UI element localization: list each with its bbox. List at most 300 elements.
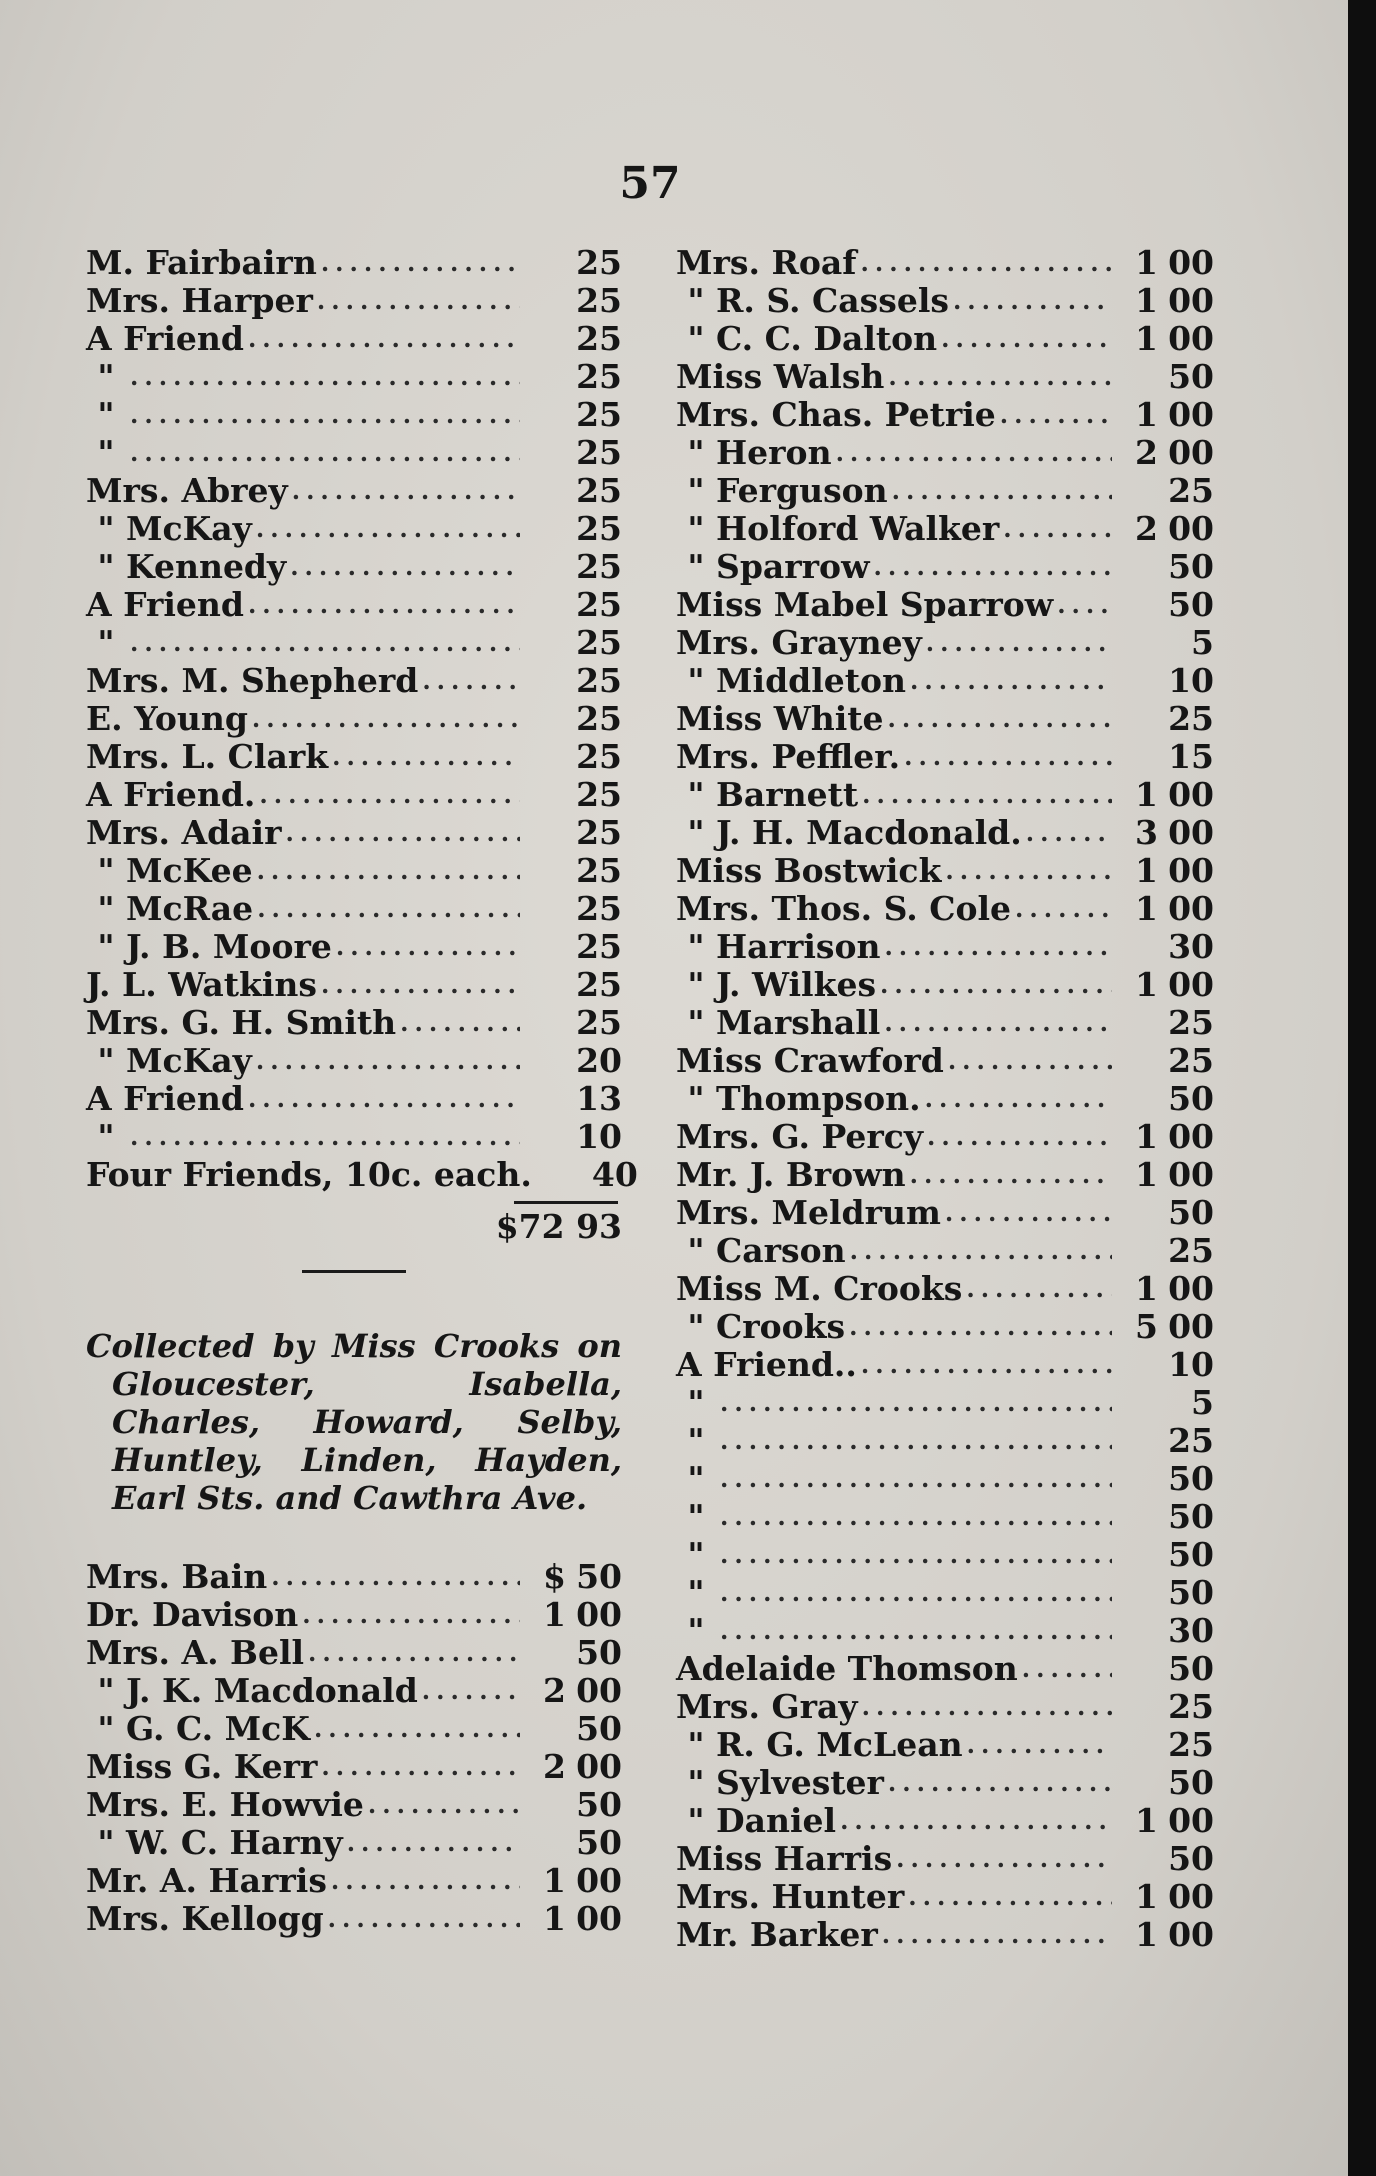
donor-row [676,851,1214,889]
ditto-mark: " [97,508,115,548]
donor-name-text: Mrs. Roaf [676,242,857,282]
ditto-mark: " [687,1724,705,1764]
leader-dots [317,970,520,999]
donor-row [676,889,1214,927]
donor-row [86,585,622,623]
donor-row [676,1459,1214,1497]
donor-name [86,1003,396,1042]
leader-dots [281,818,520,847]
donor-name-text: Miss White [676,698,884,738]
ditto-mark: " [687,1572,705,1612]
donor-name-text: Miss Bostwick [676,850,942,890]
donor-name [676,357,884,396]
amount-dollars: 1 [1135,1268,1158,1308]
donor-name [676,585,1053,624]
donor-name-text: Kennedy [126,546,287,586]
leader-dots [253,856,520,885]
amount-cents: 50 [576,1708,622,1748]
donor-name-text: Holford Walker [716,508,1000,548]
donor-row [676,547,1214,585]
leader-dots [900,742,1112,771]
donor-name [676,1383,716,1422]
donor-row [676,1269,1214,1307]
leader-dots [892,1844,1112,1873]
donor-row [86,1785,622,1823]
donor-name [86,965,317,1004]
donor-name-text: Mrs. Meldrum [676,1192,941,1232]
donor-name-text: Mrs. G. H. Smith [86,1002,397,1042]
leader-dots [716,1388,1112,1417]
amount-cents: 13 [576,1078,622,1118]
donor-name [676,547,869,586]
amount-cents: 25 [576,774,622,814]
page-number: 57 [619,158,681,209]
donor-row [676,661,1214,699]
donor-name [86,661,418,700]
donor-name-text: W. C. Harny [126,1822,343,1862]
amount-cents: 25 [1168,1724,1214,1764]
donor-row [676,737,1214,775]
donor-name [676,813,1022,852]
donor-row [676,357,1214,395]
ditto-mark: " [687,1800,705,1840]
ditto-mark: " [687,1458,705,1498]
leader-dots [244,590,520,619]
donor-name [86,509,252,548]
donor-name-text: Carson [716,1230,846,1270]
amount-cents: 15 [1168,736,1214,776]
donor-row [86,775,622,813]
donor-row [86,281,622,319]
leader-dots [126,1122,520,1151]
ditto-mark: " [687,774,705,814]
left-total: $72 93 [495,1206,622,1246]
donor-name [86,1595,298,1634]
donor-row [676,1839,1214,1877]
amount-dollars: 1 [1135,888,1158,928]
amount-cents: 00 [1168,432,1214,472]
leader-dots [298,1600,520,1629]
leader-dots [858,780,1112,809]
donor-name [86,1041,252,1080]
donor-name-text: Mrs. Hunter [676,1876,905,1916]
amount-cents: 25 [576,622,622,662]
donor-name-text: Barnett [716,774,859,814]
donor-row [676,1003,1214,1041]
ditto-mark: " [97,888,115,928]
ditto-mark: " [687,926,705,966]
donor-name-text: Miss Walsh [676,356,885,396]
donor-name [676,1839,892,1878]
donor-name-text: G. C. McK [126,1708,310,1748]
donor-name-text: Heron [716,432,832,472]
donor-row [676,1155,1214,1193]
donor-name-text: Mrs. Harper [86,280,313,320]
donor-row [86,509,622,547]
leader-dots [252,1046,520,1075]
leader-dots [343,1828,520,1857]
leader-dots [1053,590,1112,619]
leader-dots [888,476,1112,505]
donor-name-text: Miss Harris [676,1838,893,1878]
amount-cents: 50 [1168,356,1214,396]
ditto-mark: " [97,546,115,586]
donor-name-text: Miss M. Crooks [676,1268,963,1308]
ditto-mark: " [687,1382,705,1422]
donor-list-left [86,242,638,1194]
amount-cents: 00 [1168,850,1214,890]
donor-name [676,1307,845,1346]
donor-name [86,319,244,358]
leader-dots [1011,894,1112,923]
donor-name-text: McRae [126,888,254,928]
donor-row [86,395,622,433]
amount-cents: 25 [1168,698,1214,738]
leader-dots [288,476,520,505]
donor-name-text: R. S. Cassels [716,280,949,320]
ditto-mark: " [97,1822,115,1862]
donor-name-text: Adelaide Thomson [676,1648,1018,1688]
leader-dots [328,742,520,771]
amount-cents: 25 [576,926,622,966]
donor-name [676,775,858,814]
leader-dots [845,1312,1112,1341]
donor-row [86,1154,638,1194]
amount-dollars: 1 [1135,318,1158,358]
leader-dots [286,552,520,581]
leader-dots [857,1350,1112,1379]
leader-dots [126,628,520,657]
donor-row [86,471,622,509]
donor-name [86,1823,343,1862]
leader-dots [941,856,1112,885]
amount-cents: 25 [1168,1230,1214,1270]
ditto-mark: " [687,812,705,852]
donor-name [676,243,857,282]
leader-dots [396,1008,520,1037]
leader-dots [880,932,1112,961]
donor-row [676,1687,1214,1725]
leader-dots [923,1122,1112,1151]
amount-cents: 50 [1168,1078,1214,1118]
amount-cents: 00 [576,1898,622,1938]
donor-name-text: A Friend.. [676,1344,857,1384]
amount-cents: 00 [1168,1876,1214,1916]
amount-dollars: 1 [1135,1914,1158,1954]
donor-name [86,1861,327,1900]
donor-row [86,357,622,395]
amount-cents: 50 [1168,1458,1214,1498]
donor-name [676,1611,716,1650]
donor-name [86,357,126,396]
amount-cents: 50 [1168,1496,1214,1536]
ditto-mark: " [687,1078,705,1118]
donor-name [86,1671,418,1710]
donor-name-text: Mrs. E. Howvie [86,1784,364,1824]
donor-name [676,1763,884,1802]
donor-name [676,1269,962,1308]
leader-dots [126,362,520,391]
leader-dots [949,286,1112,315]
donor-name [86,737,328,776]
donor-name [676,1535,716,1574]
donor-name [86,1785,364,1824]
amount-cents: 00 [1168,888,1214,928]
donor-row [676,509,1214,547]
donor-row [86,1861,622,1899]
leader-dots [248,704,520,733]
donor-name [676,1915,878,1954]
donor-name [676,623,922,662]
leader-dots [716,1426,1112,1455]
amount-cents: 50 [576,1632,622,1672]
amount-cents: 00 [576,1860,622,1900]
donor-name-text: Four Friends, 10c. each. [86,1154,532,1194]
donor-name-text: Mrs. Thos. S. Cole [676,888,1012,928]
donor-row [86,1823,622,1861]
amount-dollars: 1 [1135,1154,1158,1194]
amount-cents: 25 [576,584,622,624]
donor-name-text: Mrs. Chas. Petrie [676,394,996,434]
amount-cents: 25 [576,356,622,396]
donor-row [676,1877,1214,1915]
ditto-mark: " [687,1496,705,1536]
left-column [86,242,638,1938]
amount-cents: 25 [576,432,622,472]
leader-dots [836,1806,1112,1835]
donor-name [86,889,253,928]
donor-name [676,509,999,548]
amount-dollars: 2 [1135,508,1158,548]
spacer [86,1517,622,1557]
ditto-mark: " [687,508,705,548]
amount-dollars: 1 [1135,1116,1158,1156]
amount-cents: 00 [576,1670,622,1710]
donor-row [676,813,1214,851]
donor-name-text: Daniel [716,1800,837,1840]
donor-row [676,1497,1214,1535]
donor-row [676,1725,1214,1763]
section-divider [302,1270,406,1273]
ditto-mark: " [97,394,115,434]
donor-name-text: J. K. Macdonald [126,1670,418,1710]
leader-dots [364,1790,520,1819]
ditto-mark: " [687,1230,705,1270]
donor-name-text: Mrs. Kellogg [86,1898,324,1938]
amount-cents: 50 [1168,1572,1214,1612]
donor-name-text: Sparrow [716,546,870,586]
amount-cents: 25 [576,242,622,282]
amount-cents: 00 [1168,1800,1214,1840]
donor-row [86,1041,622,1079]
donor-name [676,1459,716,1498]
amount-dollars: 1 [1135,1800,1158,1840]
donor-row [676,281,1214,319]
leader-dots [418,1676,520,1705]
leader-dots [941,1198,1112,1227]
leader-dots [317,1752,520,1781]
donor-row [676,965,1214,1003]
donor-name-text: C. C. Dalton [716,318,938,358]
amount-dollars: 2 [543,1746,566,1786]
amount-cents: 00 [1168,1914,1214,1954]
donor-name-text: A Friend [86,1078,244,1118]
amount-cents: 00 [1168,280,1214,320]
amount-dollars: 1 [1135,774,1158,814]
donor-list-right [676,243,1214,1953]
donor-name [676,1079,921,1118]
leader-dots [317,248,520,277]
donor-row [86,661,622,699]
donor-row [676,1193,1214,1231]
ditto-mark: " [97,356,115,396]
leader-dots [267,1562,520,1591]
donor-name-text: J. L. Watkins [86,964,317,1004]
amount-cents: 25 [1168,470,1214,510]
donor-name [86,851,253,890]
amount-cents: 25 [1168,1420,1214,1460]
leader-dots [884,362,1112,391]
amount-cents: 50 [1168,1534,1214,1574]
ditto-mark: " [97,926,115,966]
donor-name [676,1573,716,1612]
leader-dots [332,932,520,961]
amount-dollars: 1 [1135,394,1158,434]
donor-row [676,471,1214,509]
amount-cents: 25 [576,888,622,928]
donor-name [86,1747,317,1786]
leader-dots [904,1882,1112,1911]
donor-name [86,1155,532,1194]
donor-name [676,1003,880,1042]
donor-row [86,1003,622,1041]
leader-dots [832,438,1112,467]
donor-row [86,623,622,661]
amount-dollars: 1 [543,1594,566,1634]
donor-name-text: Sylvester [716,1762,884,1802]
ditto-mark: " [97,1116,115,1156]
donor-name [86,1117,126,1156]
ditto-mark: " [97,1670,115,1710]
ditto-mark: " [97,1708,115,1748]
amount-cents: 00 [1168,1154,1214,1194]
donor-row [676,927,1214,965]
donor-row [676,433,1214,471]
donor-name [676,1801,836,1840]
donor-name [86,813,281,852]
amount-cents: 00 [1168,1268,1214,1308]
donor-row [86,851,622,889]
amount-cents: 25 [576,698,622,738]
donor-name [676,1345,857,1384]
leader-dots [963,1730,1112,1759]
amount-cents: 25 [576,394,622,434]
amount-cents: 50 [1168,584,1214,624]
amount-cents: 50 [1168,546,1214,586]
amount-dollars: 1 [1135,964,1158,1004]
leader-dots [884,1768,1112,1797]
donor-row [676,1345,1214,1383]
donor-name [86,699,248,738]
leader-dots [1022,818,1112,847]
collection-heading: Collected by Miss Crooks on Gloucester, Isabella, Charles, Howard, Selby, Huntley, Linden, Hayden, Earl Sts. and Cawthra Ave. [86,1327,622,1517]
donor-row [676,775,1214,813]
amount-cents: 25 [576,660,622,700]
donor-name-text: A Friend [86,584,244,624]
amount-cents: 25 [576,546,622,586]
amount-cents: 25 [576,964,622,1004]
donor-row [676,1117,1214,1155]
amount-cents: 25 [1168,1002,1214,1042]
donor-name-text: M. Fairbairn [86,242,317,282]
donor-name-text: J. Wilkes [716,964,877,1004]
donor-name-text: Mrs. A. Bell [86,1632,305,1672]
amount-cents: 5 [1191,1382,1214,1422]
ditto-mark: " [687,280,705,320]
donor-name-text: Mrs. Adair [86,812,282,852]
leader-dots [716,1502,1112,1531]
donor-name-text: Middleton [716,660,906,700]
donor-name [676,471,888,510]
donor-name [676,281,949,320]
donor-name [676,737,900,776]
leader-dots [922,628,1112,657]
ditto-mark: " [687,1762,705,1802]
leader-dots [252,514,520,543]
donor-name-text: Mr. J. Brown [676,1154,906,1194]
leader-dots [996,400,1112,429]
leader-dots [921,1084,1112,1113]
leader-dots [716,1540,1112,1569]
donor-name-text: A Friend [86,318,244,358]
donor-row [86,1633,622,1671]
amount-cents: 00 [1168,394,1214,434]
donor-list-left-2 [86,1557,622,1937]
amount-dollars: 2 [1135,432,1158,472]
donor-name-text: J. B. Moore [126,926,332,966]
donor-name [676,1649,1018,1688]
amount-cents: 50 [576,1822,622,1862]
amount-cents: 00 [1168,1306,1214,1346]
donor-name-text: Miss Mabel Sparrow [676,584,1054,624]
ditto-mark: " [687,546,705,586]
donor-row [676,243,1214,281]
donor-name [676,1421,716,1460]
donor-row [86,965,622,1003]
right-column [676,243,1214,1953]
donor-row [86,1117,622,1155]
donor-row [86,1709,622,1747]
amount-cents: 00 [1168,812,1214,852]
donor-name [676,1155,906,1194]
donor-row [676,1649,1214,1687]
donor-row [86,1595,622,1633]
leader-dots [858,1692,1112,1721]
ditto-mark: " [687,1002,705,1042]
amount-cents: 50 [1168,1648,1214,1688]
leader-dots [962,1274,1112,1303]
ditto-mark: " [687,1610,705,1650]
leader-dots [999,514,1112,543]
leader-dots [884,704,1112,733]
leader-dots [857,248,1113,277]
donor-name [676,319,937,358]
donor-name [676,1725,963,1764]
amount-cents: 10 [576,1116,622,1156]
donor-name [676,965,876,1004]
donor-name [86,433,126,472]
leader-dots [310,1714,520,1743]
